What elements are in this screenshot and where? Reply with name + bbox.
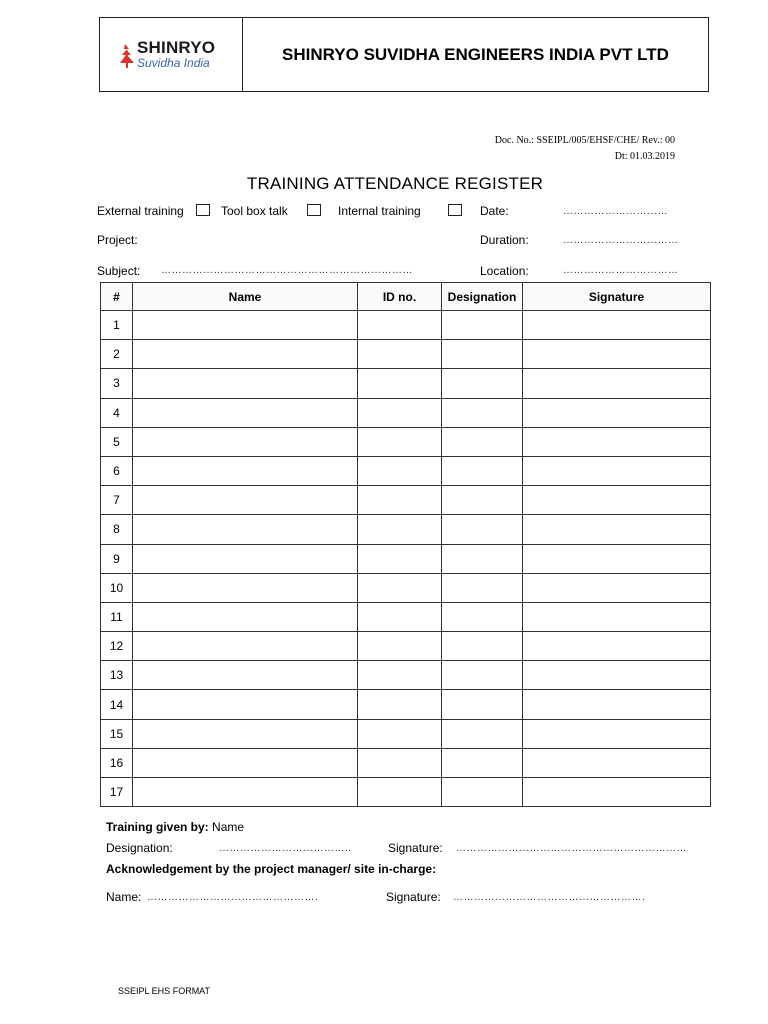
signature-cell[interactable] — [523, 544, 711, 573]
logo-brand: SHINRYO — [137, 38, 216, 57]
row-number: 10 — [101, 573, 133, 602]
designation-cell[interactable] — [442, 515, 523, 544]
id-cell[interactable] — [358, 544, 442, 573]
designation-cell[interactable] — [442, 602, 523, 631]
table-row — [101, 427, 711, 456]
signature-cell[interactable] — [523, 398, 711, 427]
name-cell[interactable] — [133, 369, 358, 398]
company-name: SHINRYO SUVIDHA ENGINEERS INDIA PVT LTD — [282, 44, 669, 64]
name-cell[interactable] — [133, 311, 358, 340]
signature-cell[interactable] — [523, 456, 711, 485]
external-training-checkbox[interactable] — [196, 204, 210, 216]
name-cell[interactable] — [133, 602, 358, 631]
signature-cell[interactable] — [523, 369, 711, 398]
duration-label: Duration: — [480, 233, 529, 247]
row-number: 6 — [101, 456, 133, 485]
signature-cell[interactable] — [523, 427, 711, 456]
table-row — [101, 661, 711, 690]
column-header-number: # — [101, 283, 133, 311]
designation-cell[interactable] — [442, 456, 523, 485]
name-cell[interactable] — [133, 573, 358, 602]
acknowledgement-heading: Acknowledgement by the project manager/ site in-charge: — [106, 862, 437, 876]
row-number: 8 — [101, 515, 133, 544]
signature-cell[interactable] — [523, 340, 711, 369]
name-cell[interactable] — [133, 544, 358, 573]
row-number: 17 — [101, 778, 133, 807]
table-row — [101, 340, 711, 369]
name-cell[interactable] — [133, 632, 358, 661]
table-row — [101, 369, 711, 398]
table-row — [101, 515, 711, 544]
name-cell[interactable] — [133, 340, 358, 369]
id-cell[interactable] — [358, 748, 442, 777]
logo-cell — [100, 18, 243, 91]
row-number: 2 — [101, 340, 133, 369]
internal-training-label: Internal training — [338, 204, 421, 218]
subject-field[interactable]: ……………………………………………………………… — [161, 265, 413, 276]
signature-cell[interactable] — [523, 311, 711, 340]
column-header-designation: Designation — [442, 283, 523, 311]
row-number: 11 — [101, 602, 133, 631]
designation-field[interactable]: ……………………………….. — [219, 843, 352, 854]
table-row — [101, 632, 711, 661]
project-label: Project: — [97, 233, 138, 247]
table-row — [101, 748, 711, 777]
training-given-by-label: Training given by: — [106, 820, 209, 834]
table-row — [101, 778, 711, 807]
trainer-signature-field[interactable]: ………………………………………………………… — [456, 843, 687, 854]
signature-cell[interactable] — [523, 573, 711, 602]
ack-name-field[interactable]: …………………………………………. — [147, 892, 319, 903]
subject-label: Subject: — [97, 264, 141, 278]
row-number: 4 — [101, 398, 133, 427]
table-row — [101, 690, 711, 719]
signature-cell[interactable] — [523, 486, 711, 515]
document-number: Doc. No.: SSEIPL/005/EHSF/CHE/ Rev.: 00 — [494, 135, 675, 146]
row-number: 14 — [101, 690, 133, 719]
id-cell[interactable] — [358, 311, 442, 340]
id-cell[interactable] — [358, 340, 442, 369]
id-cell[interactable] — [358, 398, 442, 427]
signature-cell[interactable] — [523, 719, 711, 748]
date-label: Date: — [480, 204, 509, 218]
designation-cell[interactable] — [442, 690, 523, 719]
attendance-table — [100, 282, 711, 807]
signature-cell[interactable] — [523, 515, 711, 544]
id-cell[interactable] — [358, 427, 442, 456]
designation-cell[interactable] — [442, 661, 523, 690]
name-cell[interactable] — [133, 719, 358, 748]
id-cell[interactable] — [358, 456, 442, 485]
name-cell[interactable] — [133, 515, 358, 544]
row-number: 16 — [101, 748, 133, 777]
row-number: 15 — [101, 719, 133, 748]
signature-cell[interactable] — [523, 632, 711, 661]
name-cell[interactable] — [133, 427, 358, 456]
row-number: 1 — [101, 311, 133, 340]
signature-cell[interactable] — [523, 778, 711, 807]
id-cell[interactable] — [358, 661, 442, 690]
designation-cell[interactable] — [442, 544, 523, 573]
row-number: 3 — [101, 369, 133, 398]
column-header-id: ID no. — [358, 283, 442, 311]
location-field[interactable]: …………………………… — [563, 265, 679, 276]
shinryo-logo-icon — [116, 43, 138, 69]
name-cell[interactable] — [133, 398, 358, 427]
table-row — [101, 311, 711, 340]
designation-cell[interactable] — [442, 486, 523, 515]
table-row — [101, 486, 711, 515]
trainer-signature-label: Signature: — [388, 841, 443, 855]
toolbox-talk-label: Tool box talk — [221, 204, 288, 218]
designation-cell[interactable] — [442, 427, 523, 456]
name-cell[interactable] — [133, 778, 358, 807]
name-cell[interactable] — [133, 456, 358, 485]
ack-name-label: Name: — [106, 890, 142, 904]
designation-cell[interactable] — [442, 311, 523, 340]
ack-signature-field[interactable]: ………………………………………………. — [453, 892, 646, 903]
column-header-signature: Signature — [523, 283, 711, 311]
row-number: 13 — [101, 661, 133, 690]
id-cell[interactable] — [358, 573, 442, 602]
format-note: SSEIPL EHS FORMAT — [118, 986, 211, 996]
header-box — [99, 17, 709, 92]
id-cell[interactable] — [358, 515, 442, 544]
table-row — [101, 398, 711, 427]
signature-cell[interactable] — [523, 661, 711, 690]
table-row — [101, 602, 711, 631]
id-cell[interactable] — [358, 632, 442, 661]
table-row — [101, 456, 711, 485]
column-header-name: Name — [133, 283, 358, 311]
table-row — [101, 719, 711, 748]
name-cell[interactable] — [133, 690, 358, 719]
signature-cell[interactable] — [523, 602, 711, 631]
designation-cell[interactable] — [442, 719, 523, 748]
id-cell[interactable] — [358, 778, 442, 807]
table-row — [101, 573, 711, 602]
table-body — [101, 311, 711, 807]
id-cell[interactable] — [358, 369, 442, 398]
ack-signature-label: Signature: — [386, 890, 441, 904]
table-row — [101, 544, 711, 573]
id-cell[interactable] — [358, 719, 442, 748]
location-label: Location: — [480, 264, 529, 278]
training-given-by-name: Name — [208, 820, 245, 834]
external-training-label: External training — [97, 204, 184, 218]
table-header-row — [101, 283, 711, 311]
signature-cell[interactable] — [523, 748, 711, 777]
designation-cell[interactable] — [442, 398, 523, 427]
row-number: 12 — [101, 632, 133, 661]
document-date: Dt: 01.03.2019 — [614, 151, 675, 162]
designation-cell[interactable] — [442, 748, 523, 777]
designation-cell[interactable] — [442, 573, 523, 602]
internal-training-checkbox[interactable] — [448, 204, 462, 216]
training-given-by — [106, 820, 244, 834]
date-field[interactable]: ………………………… — [563, 206, 668, 217]
signature-cell[interactable] — [523, 690, 711, 719]
designation-cell[interactable] — [442, 632, 523, 661]
name-cell[interactable] — [133, 748, 358, 777]
name-cell[interactable] — [133, 486, 358, 515]
id-cell[interactable] — [358, 690, 442, 719]
id-cell[interactable] — [358, 486, 442, 515]
row-number: 7 — [101, 486, 133, 515]
designation-cell[interactable] — [442, 369, 523, 398]
row-number: 5 — [101, 427, 133, 456]
logo-subtitle: Suvidha India — [137, 56, 210, 70]
page-title: TRAINING ATTENDANCE REGISTER — [246, 174, 544, 193]
row-number: 9 — [101, 544, 133, 573]
id-cell[interactable] — [358, 602, 442, 631]
duration-field[interactable]: …………………………… — [563, 235, 679, 246]
toolbox-talk-checkbox[interactable] — [307, 204, 321, 216]
designation-label: Designation: — [106, 841, 173, 855]
designation-cell[interactable] — [442, 778, 523, 807]
name-cell[interactable] — [133, 661, 358, 690]
designation-cell[interactable] — [442, 340, 523, 369]
